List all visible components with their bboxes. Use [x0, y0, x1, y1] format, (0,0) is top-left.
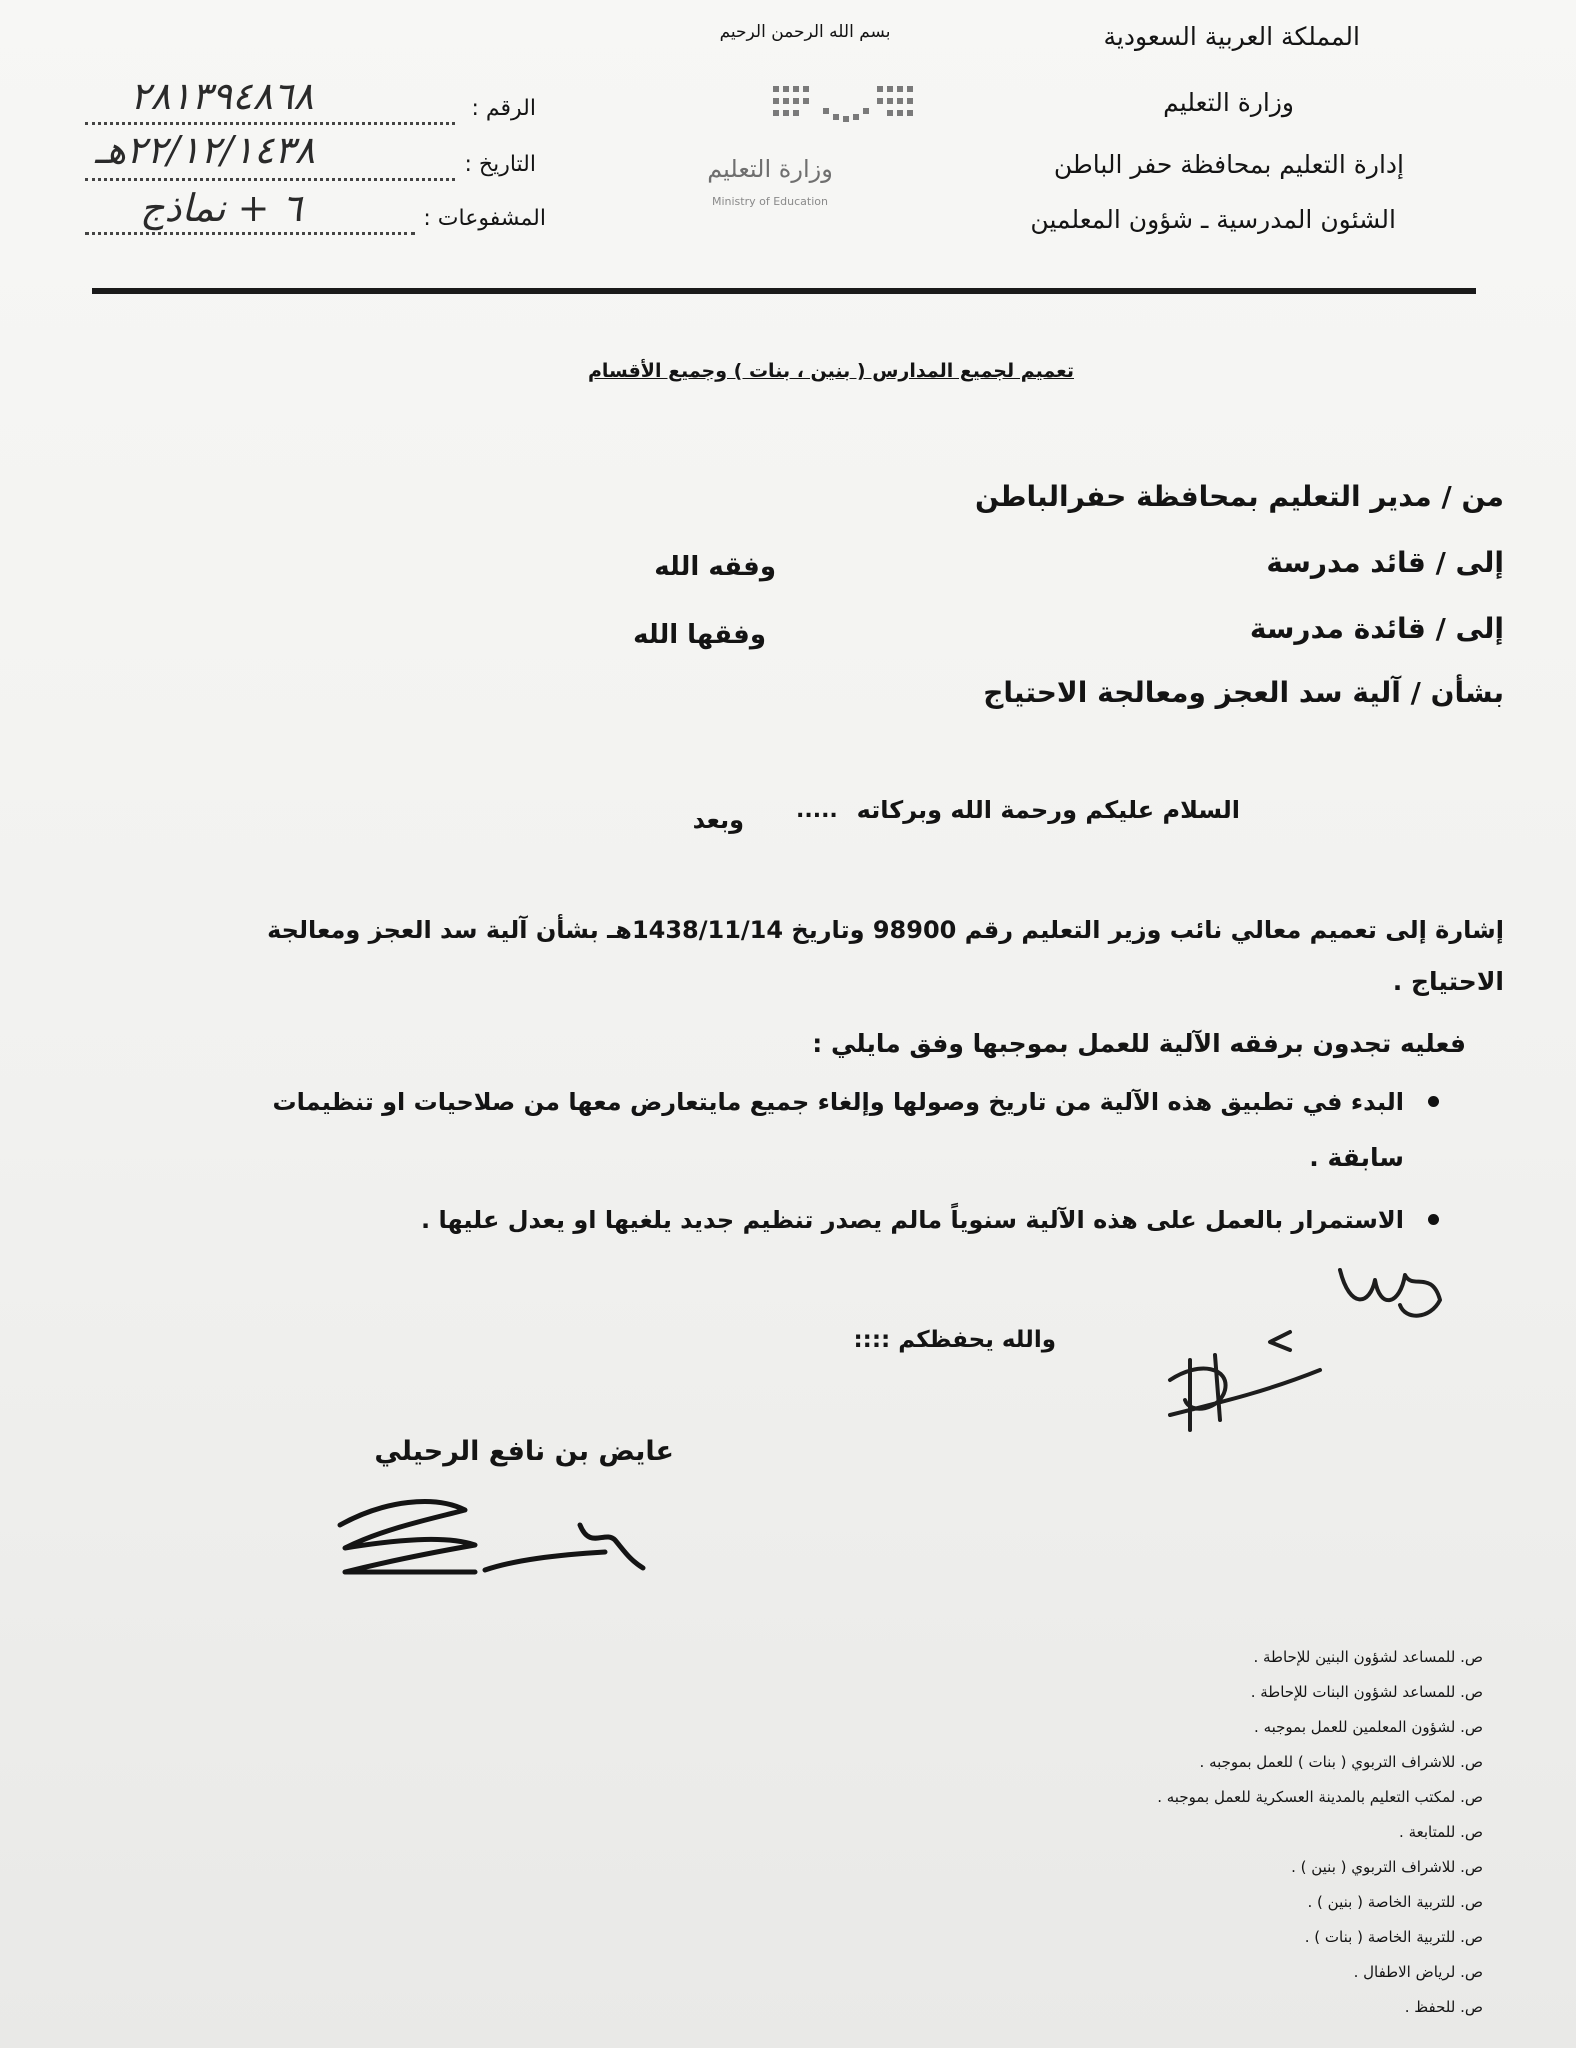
- date-value: ٢٢/١٢/١٤٣٨هـ: [95, 128, 316, 172]
- copy-item: ص. لرياض الاطفال .: [1353, 1963, 1483, 1981]
- department-name: الشئون المدرسية ـ شؤون المعلمين: [1030, 205, 1396, 234]
- bullet-1-line-1: البدء في تطبيق هذه الآلية من تاريخ وصولها وإلغاء جميع مايتعارض معها من صلاحيات او تنظيمات: [272, 1088, 1404, 1116]
- directorate-name: إدارة التعليم بمحافظة حفر الباطن: [1053, 150, 1404, 179]
- number-dots: [85, 122, 455, 125]
- ministry-name: وزارة التعليم: [1163, 88, 1294, 117]
- number-label: الرقم :: [471, 96, 536, 121]
- signature-icon: [325, 1490, 655, 1600]
- from-line: من / مدير التعليم بمحافظة حفرالباطن: [974, 480, 1504, 513]
- reference-line-2: الاحتياج .: [1392, 967, 1504, 996]
- copy-item: ص. للمساعد لشؤون البنات للإحاطة .: [1250, 1683, 1483, 1701]
- bullet-2-dot: [1428, 1214, 1439, 1225]
- copy-item: ص. للمتابعة .: [1399, 1823, 1483, 1841]
- logo-text-arabic: وزارة التعليم: [707, 155, 833, 183]
- to-male-blessing: وفقه الله: [654, 552, 776, 582]
- copy-item: ص. للحفظ .: [1404, 1998, 1483, 2016]
- attachments-value: ٦ + نماذج: [140, 186, 302, 230]
- copy-item: ص. لمكتب التعليم بالمدينة العسكرية للعمل بموجبه .: [1157, 1788, 1483, 1806]
- logo-text-english: Ministry of Education: [711, 195, 828, 208]
- copy-item: ص. للاشراف التربوي ( بنات ) للعمل بموجبه .: [1199, 1753, 1483, 1771]
- bullet-1-dot: [1428, 1096, 1439, 1107]
- attachments-label: المشفوعات :: [423, 206, 546, 231]
- bullet-2-line: الاستمرار بالعمل على هذه الآلية سنوياً مالم يصدر تنظيم جديد يلغيها او يعدل عليها .: [421, 1206, 1404, 1234]
- greeting-after: وبعد: [692, 806, 744, 834]
- closing-line: والله يحفظكم ::::: [853, 1327, 1056, 1353]
- ministry-logo-icon: [765, 78, 925, 138]
- copies-list: [883, 1648, 1483, 2033]
- number-value: ٢٨١٣٩٤٨٦٨: [130, 74, 314, 118]
- circular-title: تعميم لجميع المدارس ( بنين ، بنات ) وجميع الأقسام: [587, 360, 1074, 382]
- country-name: المملكة العربية السعودية: [1103, 22, 1360, 51]
- handwritten-initials: [1150, 1250, 1470, 1430]
- to-female-line: إلى / قائدة مدرسة: [1249, 612, 1504, 645]
- greeting-dots: .....: [796, 798, 838, 823]
- reference-line-1: إشارة إلى تعميم معالي نائب وزير التعليم رقم 98900 وتاريخ 1438/11/14هـ بشأن آلية سد العجز ومعالجة: [267, 916, 1504, 944]
- header-rule: [92, 288, 1476, 294]
- to-male-line: إلى / قائد مدرسة: [1266, 546, 1504, 579]
- attachments-dots: [85, 232, 415, 235]
- copy-item: ص. للتربية الخاصة ( بنين ) .: [1307, 1893, 1483, 1911]
- intro-line: فعليه تجدون برفقه الآلية للعمل بموجبها وفق مايلي :: [812, 1029, 1466, 1058]
- date-label: التاريخ :: [464, 152, 536, 177]
- copy-item: ص. للمساعد لشؤون البنين للإحاطة .: [1253, 1648, 1483, 1666]
- copy-item: ص. للتربية الخاصة ( بنات ) .: [1304, 1928, 1483, 1946]
- signatory-name: عايض بن نافع الرحيلي: [374, 1436, 674, 1467]
- bullet-1-line-2: سابقة .: [1309, 1143, 1404, 1172]
- date-dots: [85, 178, 455, 181]
- greeting-text: السلام عليكم ورحمة الله وبركاته: [856, 796, 1240, 824]
- copy-item: ص. لشؤون المعلمين للعمل بموجبه .: [1254, 1718, 1483, 1736]
- subject-line: بشأن / آلية سد العجز ومعالجة الاحتياج: [983, 676, 1504, 709]
- to-female-blessing: وفقها الله: [633, 620, 766, 650]
- basmala: بسم الله الرحمن الرحيم: [719, 22, 891, 42]
- copy-item: ص. للاشراف التربوي ( بنين ) .: [1291, 1858, 1483, 1876]
